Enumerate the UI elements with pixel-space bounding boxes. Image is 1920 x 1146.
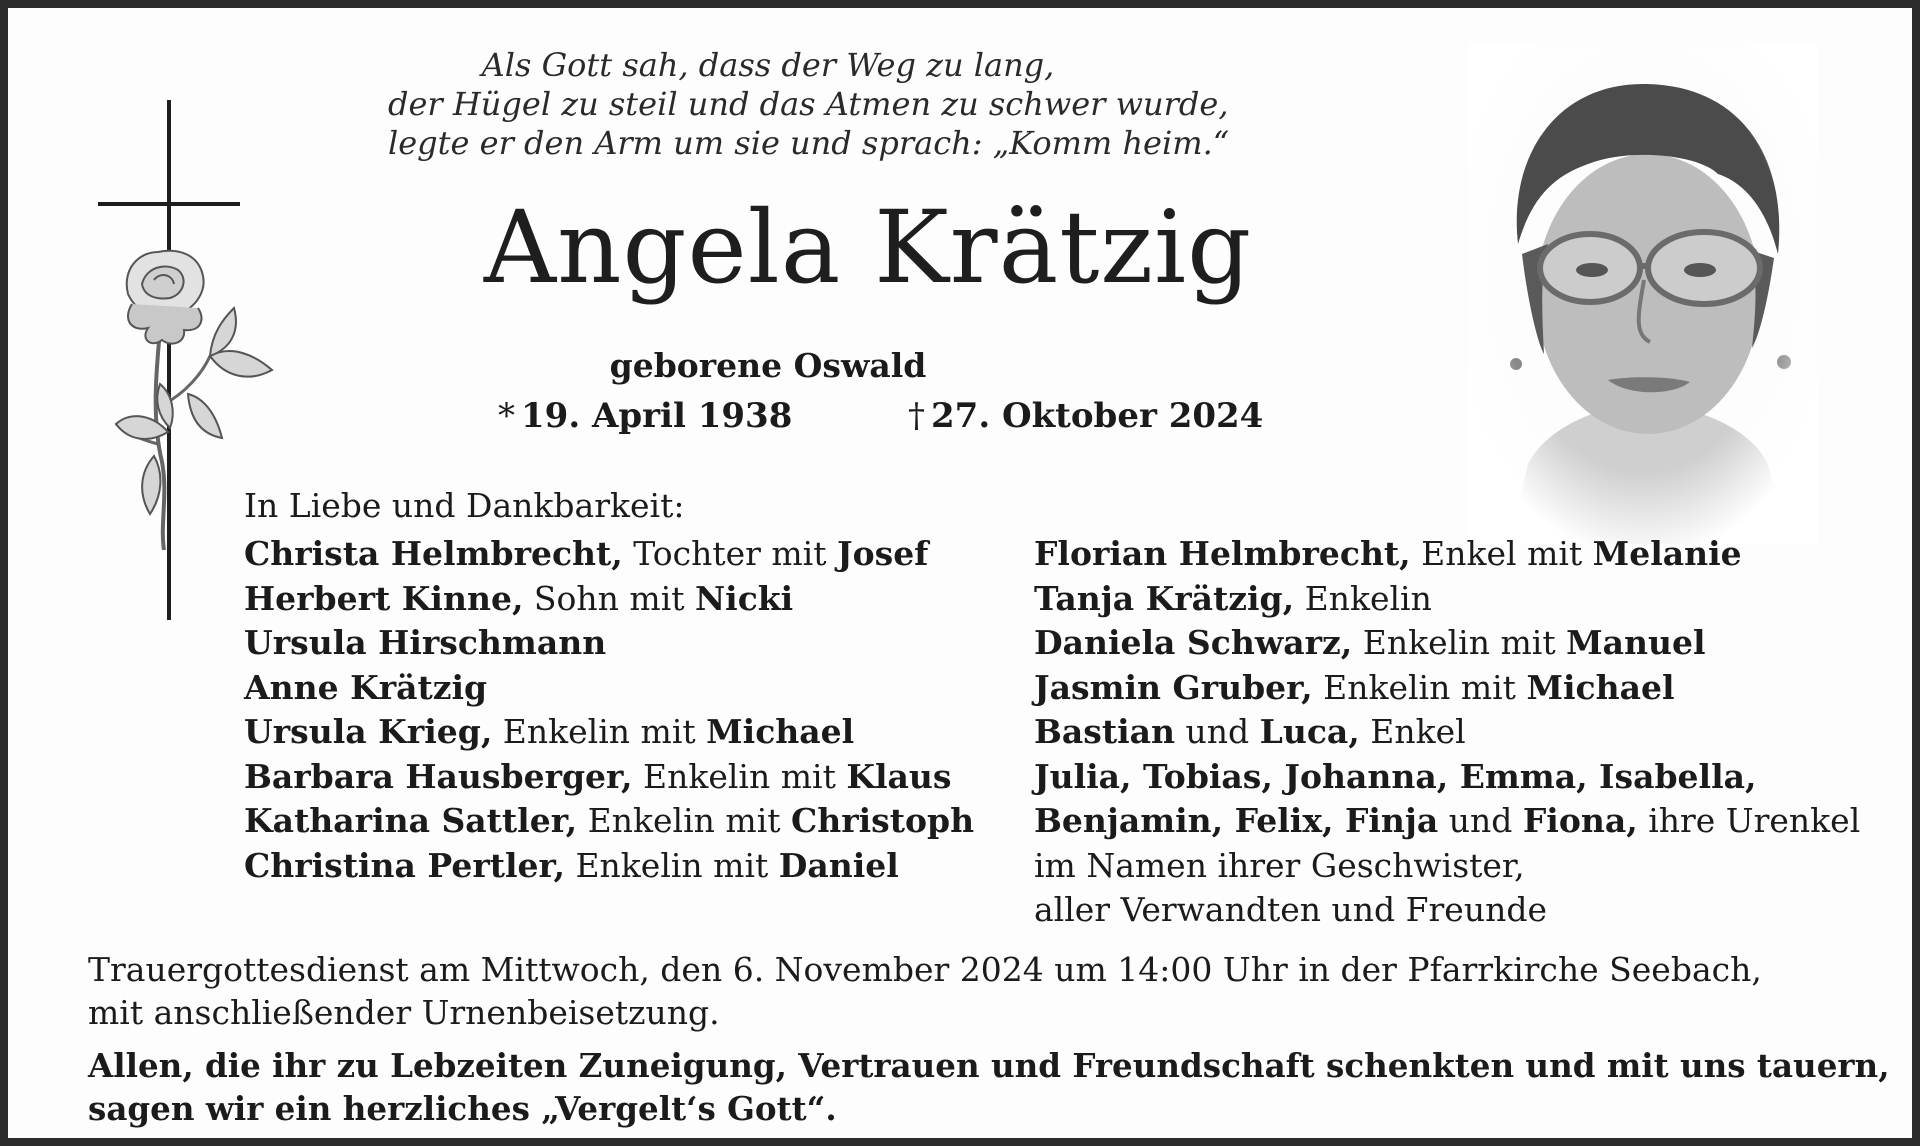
relative-name: Bastian [1034,712,1176,751]
relation-text: Enkel mit [1410,534,1593,573]
list-item [1034,710,1860,755]
list-item [244,666,974,711]
relative-name: Herbert Kinne, [244,578,524,618]
thanks-text [88,1044,1890,1130]
list-item [244,710,974,755]
family-list-left [244,532,974,888]
great-grandchildren-names: Julia, Tobias, Johanna, Emma, Isabella, [1034,756,1757,796]
relation-text: Sohn mit [523,578,695,618]
relative-name: Tanja Krätzig, [1034,578,1295,618]
service-line: Trauergottesdienst am Mittwoch, den 6. November 2024 um 14:00 Uhr in der Pfarrkirche Seebach, [88,950,1762,989]
thanks-line: Allen, die ihr zu Lebzeiten Zuneigung, Vertrauen und Freundschaft schenkten und mit uns tauern, [88,1046,1890,1085]
relative-name: Daniela Schwarz, [1034,623,1353,662]
list-item [1034,755,1860,800]
partner-name: Daniel [778,845,899,885]
list-item [1034,666,1860,711]
list-item [1034,532,1860,577]
birth-date: 19. April 1938 [521,396,793,436]
thanks-line: sagen wir ein herzliches „Vergelt‘s Gott“. [88,1089,837,1128]
partner-name: Melanie [1592,534,1742,573]
family-list-right [1034,532,1860,933]
list-item [244,621,974,666]
relation-text: Enkelin mit [632,756,847,796]
relation-text: Enkelin [1294,578,1432,618]
poem [388,46,1230,163]
list-item: aller Verwandten und Freunde [1034,890,1547,929]
relative-name: Fiona, [1522,801,1638,840]
portrait-photo [1468,44,1818,544]
conjunction: und [1175,712,1260,751]
relation-text: Enkelin mit [492,712,707,751]
relative-name: Anne Krätzig [244,667,488,707]
deceased-name: Angela Krätzig [483,189,1253,306]
list-item [244,799,974,844]
relation-text: Enkelin mit [577,801,791,840]
conjunction: und [1438,801,1523,840]
relative-name: Christina Pertler, [244,845,565,885]
partner-name: Michael [706,712,855,751]
great-grandchildren-names: Benjamin, Felix, Finja [1034,801,1439,840]
list-item [244,755,974,800]
relative-name: Barbara Hausberger, [244,756,633,796]
death-date-line [908,394,1263,438]
service-line: mit anschließender Urnenbeisetzung. [88,993,720,1032]
service-info [88,948,1762,1034]
relation-text: Enkel [1359,712,1466,751]
partner-name: Nicki [695,578,794,618]
poem-line: der Hügel zu steil und das Atmen zu schwer wurde, [388,85,1229,123]
relative-name: Jasmin Gruber, [1034,667,1313,707]
list-item [1034,799,1860,844]
list-item [1034,621,1860,666]
relative-name: Christa Helmbrecht, [244,534,623,573]
relation-text: Enkelin mit [1312,667,1527,707]
list-item [244,577,974,622]
birth-date-line [498,394,792,438]
partner-name: Christoph [791,801,975,840]
relative-name: Katharina Sattler, [244,801,578,840]
intro-text: In Liebe und Dankbarkeit: [244,486,685,525]
relation-text: Enkelin mit [564,845,779,885]
relative-name: Florian Helmbrecht, [1034,534,1411,573]
poem-line: Als Gott sah, dass der Weg zu lang, [481,46,1055,84]
relative-name: Ursula Hirschmann [244,623,607,662]
partner-name: Michael [1526,667,1675,707]
death-date: 27. Oktober 2024 [931,396,1264,436]
birth-star-icon: * [498,396,515,436]
list-item [1034,577,1860,622]
dagger-icon: † [908,396,925,436]
relative-name: Luca, [1259,712,1360,751]
partner-name: Manuel [1566,623,1706,662]
relation-text: Enkelin mit [1352,623,1567,662]
poem-line: legte er den Arm um sie und sprach: „Komm heim.“ [388,124,1230,162]
partner-name: Klaus [846,756,952,796]
list-item: im Namen ihrer Geschwister, [1034,845,1525,885]
relative-name: Ursula Krieg, [244,712,493,751]
birth-name: geborene Oswald [609,346,927,385]
relation-text: ihre Urenkel [1637,801,1861,840]
list-item [244,844,974,889]
list-item [244,532,974,577]
partner-name: Josef [836,534,929,573]
relation-text: Tochter mit [622,534,837,573]
